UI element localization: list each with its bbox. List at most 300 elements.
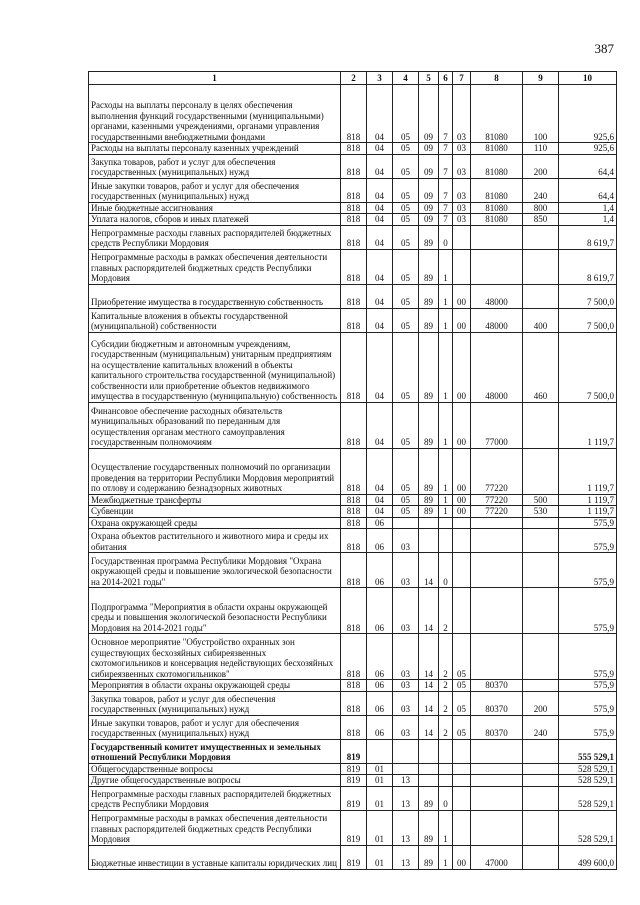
amount-cell: 1 119,7 <box>559 494 617 506</box>
table-row <box>89 402 617 448</box>
code-subprogram-cell: 7 <box>439 85 453 143</box>
code-event-cell: 03 <box>453 214 471 226</box>
amount-cell: 1 119,7 <box>559 506 617 518</box>
table-row <box>89 249 617 284</box>
code-admin-cell: 818 <box>341 225 367 249</box>
amount-cell: 575,9 <box>559 588 617 634</box>
table-row <box>89 517 617 529</box>
code-event-cell <box>453 529 471 553</box>
amount-cell: 575,9 <box>559 529 617 553</box>
table-row <box>89 845 617 869</box>
code-section-cell: 01 <box>367 763 393 775</box>
code-subsection-cell: 05 <box>393 178 419 202</box>
code-event-cell: 00 <box>453 506 471 518</box>
amount-cell: 575,9 <box>559 517 617 529</box>
amount-cell: 64,4 <box>559 154 617 178</box>
code-subprogram-cell: 7 <box>439 143 453 155</box>
code-direction-cell <box>471 225 523 249</box>
code-admin-cell: 818 <box>341 506 367 518</box>
code-expense-type-cell <box>523 775 559 787</box>
code-expense-type-cell <box>523 249 559 284</box>
code-direction-cell: 80370 <box>471 715 523 739</box>
code-event-cell <box>453 786 471 810</box>
code-admin-cell: 818 <box>341 249 367 284</box>
amount-cell: 7 500,0 <box>559 284 617 308</box>
code-program-cell: 89 <box>419 845 439 869</box>
code-expense-type-cell <box>523 529 559 553</box>
header-row <box>89 72 617 85</box>
code-event-cell: 00 <box>453 308 471 332</box>
code-program-cell: 09 <box>419 143 439 155</box>
code-section-cell: 04 <box>367 143 393 155</box>
amount-cell: 1,4 <box>559 202 617 214</box>
code-section-cell: 04 <box>367 214 393 226</box>
code-admin-cell: 818 <box>341 680 367 692</box>
code-subprogram-cell: 0 <box>439 786 453 810</box>
code-program-cell: 89 <box>419 448 439 494</box>
code-direction-cell <box>471 249 523 284</box>
code-expense-type-cell: 200 <box>523 154 559 178</box>
code-expense-type-cell <box>523 284 559 308</box>
code-admin-cell: 819 <box>341 810 367 845</box>
amount-cell: 925,6 <box>559 85 617 143</box>
code-subsection-cell: 13 <box>393 845 419 869</box>
code-section-cell: 06 <box>367 680 393 692</box>
code-section-cell: 04 <box>367 402 393 448</box>
code-admin-cell: 818 <box>341 143 367 155</box>
code-subsection-cell: 05 <box>393 284 419 308</box>
code-direction-cell <box>471 786 523 810</box>
table-row <box>89 506 617 518</box>
code-expense-type-cell: 100 <box>523 85 559 143</box>
code-section-cell: 06 <box>367 634 393 680</box>
row-name-cell: Государственная программа Республики Мордовия "Охрана окружающей среды и повышение экологической безопасности на 2014-2021 годы" <box>89 553 341 588</box>
code-event-cell: 00 <box>453 402 471 448</box>
code-program-cell: 89 <box>419 402 439 448</box>
table-row <box>89 85 617 143</box>
amount-cell: 8 619,7 <box>559 225 617 249</box>
code-section-cell: 01 <box>367 810 393 845</box>
code-subsection-cell: 05 <box>393 214 419 226</box>
code-section-cell: 01 <box>367 786 393 810</box>
code-admin-cell: 818 <box>341 284 367 308</box>
code-subsection-cell: 05 <box>393 308 419 332</box>
code-direction-cell: 81080 <box>471 154 523 178</box>
code-direction-cell <box>471 634 523 680</box>
code-expense-type-cell: 400 <box>523 308 559 332</box>
code-event-cell: 00 <box>453 284 471 308</box>
code-subsection-cell: 05 <box>393 448 419 494</box>
code-admin-cell: 818 <box>341 494 367 506</box>
code-event-cell <box>453 810 471 845</box>
code-subprogram-cell <box>439 763 453 775</box>
code-event-cell <box>453 775 471 787</box>
amount-cell: 575,9 <box>559 553 617 588</box>
amount-cell: 64,4 <box>559 178 617 202</box>
amount-cell: 925,6 <box>559 143 617 155</box>
code-subprogram-cell: 2 <box>439 715 453 739</box>
code-direction-cell: 77220 <box>471 494 523 506</box>
code-section-cell: 06 <box>367 517 393 529</box>
code-direction-cell: 48000 <box>471 308 523 332</box>
row-name-cell: Иные закупки товаров, работ и услуг для обеспечения государственных (муниципальных) нужд <box>89 715 341 739</box>
code-admin-cell: 818 <box>341 553 367 588</box>
amount-cell: 8 619,7 <box>559 249 617 284</box>
amount-cell: 499 600,0 <box>559 845 617 869</box>
header-cell: 6 <box>439 72 453 85</box>
code-program-cell: 89 <box>419 308 439 332</box>
code-subsection-cell: 05 <box>393 506 419 518</box>
code-event-cell <box>453 553 471 588</box>
code-subsection-cell: 13 <box>393 786 419 810</box>
code-admin-cell: 818 <box>341 202 367 214</box>
code-expense-type-cell <box>523 680 559 692</box>
table-row <box>89 154 617 178</box>
amount-cell: 555 529,1 <box>559 739 617 763</box>
code-program-cell <box>419 739 439 763</box>
code-direction-cell: 80370 <box>471 680 523 692</box>
code-program-cell: 89 <box>419 249 439 284</box>
code-subprogram-cell: 1 <box>439 284 453 308</box>
header-cell: 3 <box>367 72 393 85</box>
code-subprogram-cell: 7 <box>439 202 453 214</box>
row-name-cell: Субсидии бюджетным и автономным учреждениям, государственным (муниципальным) унитарным предприятиям на осуществление капитальных вложений в объекты капитального строительства государственной (муниципальной) собственности или приобретение объектов недвижимого имущества в государственную (муниципальную) собственность <box>89 332 341 402</box>
table-row <box>89 529 617 553</box>
table-row <box>89 143 617 155</box>
code-subsection-cell: 03 <box>393 588 419 634</box>
code-subsection-cell: 03 <box>393 680 419 692</box>
amount-cell: 7 500,0 <box>559 332 617 402</box>
code-section-cell: 06 <box>367 529 393 553</box>
row-name-cell: Приобретение имущества в государственную собственность <box>89 284 341 308</box>
code-section-cell: 01 <box>367 775 393 787</box>
code-subsection-cell: 05 <box>393 225 419 249</box>
amount-cell: 528 529,1 <box>559 775 617 787</box>
row-name-cell: Расходы на выплаты персоналу в целях обеспечения выполнения функций государственными (муниципальными) органами, казенными учреждениями, органами управления государственными внебюджетными фондами <box>89 85 341 143</box>
code-admin-cell: 818 <box>341 588 367 634</box>
code-expense-type-cell: 530 <box>523 506 559 518</box>
code-subsection-cell: 05 <box>393 494 419 506</box>
code-subprogram-cell: 2 <box>439 680 453 692</box>
table-row <box>89 202 617 214</box>
code-program-cell <box>419 517 439 529</box>
code-direction-cell: 77220 <box>471 448 523 494</box>
row-name-cell: Подпрограмма "Мероприятия в области охраны окружающей среды и повышения экологической безопасности Республики Мордовия на 2014-2021 годы" <box>89 588 341 634</box>
row-name-cell: Непрограммные расходы в рамках обеспечения деятельности главных распорядителей бюджетных средств Республики Мордовия <box>89 810 341 845</box>
code-admin-cell: 818 <box>341 529 367 553</box>
header-cell: 8 <box>471 72 523 85</box>
code-subsection-cell: 13 <box>393 775 419 787</box>
code-program-cell: 89 <box>419 786 439 810</box>
code-expense-type-cell <box>523 448 559 494</box>
header-cell: 1 <box>89 72 341 85</box>
row-name-cell: Иные закупки товаров, работ и услуг для обеспечения государственных (муниципальных) нужд <box>89 178 341 202</box>
amount-cell: 7 500,0 <box>559 308 617 332</box>
code-expense-type-cell: 500 <box>523 494 559 506</box>
table-row <box>89 494 617 506</box>
row-name-cell: Общегосударственные вопросы <box>89 763 341 775</box>
code-admin-cell: 818 <box>341 517 367 529</box>
code-direction-cell: 81080 <box>471 85 523 143</box>
code-program-cell: 89 <box>419 332 439 402</box>
code-admin-cell: 819 <box>341 786 367 810</box>
code-direction-cell: 81080 <box>471 178 523 202</box>
code-event-cell: 03 <box>453 202 471 214</box>
code-subprogram-cell: 1 <box>439 308 453 332</box>
code-subsection-cell <box>393 517 419 529</box>
code-subprogram-cell: 1 <box>439 402 453 448</box>
row-name-cell: Субвенции <box>89 506 341 518</box>
code-expense-type-cell <box>523 402 559 448</box>
code-event-cell <box>453 763 471 775</box>
table-row <box>89 691 617 715</box>
code-subprogram-cell: 7 <box>439 154 453 178</box>
code-subprogram-cell: 1 <box>439 494 453 506</box>
code-admin-cell: 818 <box>341 715 367 739</box>
code-subsection-cell: 05 <box>393 402 419 448</box>
code-event-cell: 00 <box>453 332 471 402</box>
code-event-cell: 05 <box>453 634 471 680</box>
code-program-cell: 14 <box>419 553 439 588</box>
code-expense-type-cell <box>523 786 559 810</box>
code-admin-cell: 818 <box>341 402 367 448</box>
amount-cell: 575,9 <box>559 691 617 715</box>
amount-cell: 1 119,7 <box>559 402 617 448</box>
code-program-cell: 89 <box>419 225 439 249</box>
header-cell: 9 <box>523 72 559 85</box>
code-expense-type-cell <box>523 553 559 588</box>
table-row <box>89 178 617 202</box>
code-admin-cell: 818 <box>341 448 367 494</box>
code-direction-cell <box>471 810 523 845</box>
amount-cell: 575,9 <box>559 680 617 692</box>
table-row <box>89 775 617 787</box>
code-subsection-cell: 03 <box>393 691 419 715</box>
code-section-cell: 04 <box>367 494 393 506</box>
code-section-cell: 04 <box>367 154 393 178</box>
code-admin-cell: 819 <box>341 775 367 787</box>
code-subsection-cell: 03 <box>393 529 419 553</box>
code-admin-cell: 818 <box>341 154 367 178</box>
code-expense-type-cell <box>523 845 559 869</box>
code-event-cell: 03 <box>453 143 471 155</box>
code-event-cell: 05 <box>453 680 471 692</box>
code-event-cell: 00 <box>453 448 471 494</box>
code-event-cell: 00 <box>453 494 471 506</box>
code-section-cell: 04 <box>367 202 393 214</box>
code-subprogram-cell <box>439 739 453 763</box>
code-direction-cell: 48000 <box>471 332 523 402</box>
table-row <box>89 332 617 402</box>
code-direction-cell: 77220 <box>471 506 523 518</box>
code-subsection-cell: 05 <box>393 85 419 143</box>
code-admin-cell: 819 <box>341 739 367 763</box>
code-event-cell: 05 <box>453 715 471 739</box>
code-event-cell <box>453 225 471 249</box>
code-direction-cell <box>471 588 523 634</box>
row-name-cell: Закупка товаров, работ и услуг для обеспечения государственных (муниципальных) нужд <box>89 691 341 715</box>
page-number: 387 <box>594 41 614 56</box>
code-subsection-cell: 13 <box>393 810 419 845</box>
code-subprogram-cell: 1 <box>439 332 453 402</box>
code-direction-cell: 81080 <box>471 202 523 214</box>
code-admin-cell: 818 <box>341 308 367 332</box>
table-row <box>89 810 617 845</box>
row-name-cell: Иные бюджетные ассигнования <box>89 202 341 214</box>
code-section-cell: 04 <box>367 332 393 402</box>
header-cell: 4 <box>393 72 419 85</box>
table-row <box>89 588 617 634</box>
code-subprogram-cell: 1 <box>439 845 453 869</box>
code-section-cell: 04 <box>367 178 393 202</box>
code-program-cell: 89 <box>419 494 439 506</box>
header-cell: 2 <box>341 72 367 85</box>
code-direction-cell <box>471 739 523 763</box>
code-subsection-cell <box>393 739 419 763</box>
code-admin-cell: 819 <box>341 845 367 869</box>
code-subprogram-cell: 7 <box>439 178 453 202</box>
row-name-cell: Непрограммные расходы главных распорядителей бюджетных средств Республики Мордовия <box>89 786 341 810</box>
code-section-cell: 01 <box>367 845 393 869</box>
code-program-cell: 14 <box>419 588 439 634</box>
row-name-cell: Непрограммные расходы в рамках обеспечения деятельности главных распорядителей бюджетных средств Республики Мордовия <box>89 249 341 284</box>
code-subprogram-cell: 2 <box>439 634 453 680</box>
code-direction-cell <box>471 763 523 775</box>
code-admin-cell: 819 <box>341 763 367 775</box>
code-subprogram-cell: 2 <box>439 588 453 634</box>
code-section-cell: 04 <box>367 249 393 284</box>
code-program-cell: 14 <box>419 634 439 680</box>
amount-cell: 1,4 <box>559 214 617 226</box>
code-admin-cell: 818 <box>341 178 367 202</box>
code-admin-cell: 818 <box>341 691 367 715</box>
code-expense-type-cell: 200 <box>523 691 559 715</box>
code-subprogram-cell: 0 <box>439 553 453 588</box>
code-expense-type-cell <box>523 588 559 634</box>
row-name-cell: Основное мероприятие "Обустройство охранных зон существующих бесхозяйных сибиреязвенных скотомогильников и консервация недействующих бесхозяйных сибиреязвенных скотомогильников" <box>89 634 341 680</box>
code-direction-cell: 80370 <box>471 691 523 715</box>
code-direction-cell <box>471 775 523 787</box>
amount-cell: 528 529,1 <box>559 763 617 775</box>
table-row <box>89 553 617 588</box>
table-row <box>89 763 617 775</box>
row-name-cell: Расходы на выплаты персоналу казенных учреждений <box>89 143 341 155</box>
table-row <box>89 715 617 739</box>
code-program-cell: 89 <box>419 506 439 518</box>
code-subsection-cell: 05 <box>393 154 419 178</box>
code-direction-cell: 47000 <box>471 845 523 869</box>
code-subsection-cell: 03 <box>393 634 419 680</box>
code-subprogram-cell <box>439 775 453 787</box>
code-subprogram-cell: 1 <box>439 810 453 845</box>
code-direction-cell: 77000 <box>471 402 523 448</box>
table-row <box>89 214 617 226</box>
code-event-cell <box>453 517 471 529</box>
code-program-cell: 09 <box>419 202 439 214</box>
code-program-cell: 89 <box>419 810 439 845</box>
row-name-cell: Межбюджетные трансферты <box>89 494 341 506</box>
table-row <box>89 225 617 249</box>
amount-cell: 528 529,1 <box>559 810 617 845</box>
code-section-cell: 04 <box>367 448 393 494</box>
table-row <box>89 308 617 332</box>
code-direction-cell: 81080 <box>471 143 523 155</box>
code-expense-type-cell: 240 <box>523 178 559 202</box>
code-subprogram-cell: 7 <box>439 214 453 226</box>
code-subprogram-cell <box>439 529 453 553</box>
code-subsection-cell: 05 <box>393 143 419 155</box>
code-program-cell: 14 <box>419 691 439 715</box>
code-direction-cell <box>471 553 523 588</box>
row-name-cell: Бюджетные инвестиции в уставные капиталы юридических лиц <box>89 845 341 869</box>
row-name-cell: Финансовое обеспечение расходных обязательств муниципальных образований по переданным для осуществления органам местного самоуправления государственным полномочиям <box>89 402 341 448</box>
code-expense-type-cell <box>523 517 559 529</box>
code-subsection-cell: 05 <box>393 332 419 402</box>
row-name-cell: Непрограммные расходы главных распорядителей бюджетных средств Республики Мордовия <box>89 225 341 249</box>
row-name-cell: Другие общегосударственные вопросы <box>89 775 341 787</box>
code-event-cell: 03 <box>453 178 471 202</box>
table-row <box>89 634 617 680</box>
code-event-cell: 05 <box>453 691 471 715</box>
code-subprogram-cell: 1 <box>439 506 453 518</box>
code-subsection-cell: 03 <box>393 715 419 739</box>
code-event-cell <box>453 739 471 763</box>
table-row <box>89 739 617 763</box>
code-section-cell <box>367 739 393 763</box>
code-admin-cell: 818 <box>341 214 367 226</box>
code-program-cell <box>419 763 439 775</box>
code-section-cell: 04 <box>367 506 393 518</box>
code-section-cell: 04 <box>367 284 393 308</box>
code-subsection-cell <box>393 763 419 775</box>
row-name-cell: Капитальные вложения в объекты государственной (муниципальной) собственности <box>89 308 341 332</box>
code-program-cell: 09 <box>419 214 439 226</box>
code-expense-type-cell: 460 <box>523 332 559 402</box>
code-section-cell: 06 <box>367 715 393 739</box>
code-section-cell: 06 <box>367 553 393 588</box>
header-cell: 5 <box>419 72 439 85</box>
code-expense-type-cell <box>523 763 559 775</box>
code-expense-type-cell: 240 <box>523 715 559 739</box>
code-admin-cell: 818 <box>341 85 367 143</box>
row-name-cell: Охрана объектов растительного и животного мира и среды их обитания <box>89 529 341 553</box>
code-program-cell: 09 <box>419 85 439 143</box>
code-section-cell: 06 <box>367 691 393 715</box>
code-event-cell: 00 <box>453 845 471 869</box>
code-section-cell: 04 <box>367 85 393 143</box>
code-expense-type-cell <box>523 634 559 680</box>
code-subprogram-cell: 2 <box>439 691 453 715</box>
code-expense-type-cell <box>523 225 559 249</box>
code-direction-cell <box>471 517 523 529</box>
row-name-cell: Государственный комитет имущественных и земельных отношений Республики Мордовия <box>89 739 341 763</box>
table-row <box>89 448 617 494</box>
code-event-cell: 03 <box>453 154 471 178</box>
code-program-cell: 89 <box>419 284 439 308</box>
amount-cell: 528 529,1 <box>559 786 617 810</box>
code-program-cell <box>419 529 439 553</box>
code-expense-type-cell <box>523 810 559 845</box>
header-cell: 10 <box>559 72 617 85</box>
code-expense-type-cell <box>523 739 559 763</box>
amount-cell: 575,9 <box>559 634 617 680</box>
row-name-cell: Мероприятия в области охраны окружающей среды <box>89 680 341 692</box>
code-program-cell: 14 <box>419 715 439 739</box>
row-name-cell: Уплата налогов, сборов и иных платежей <box>89 214 341 226</box>
code-subprogram-cell <box>439 517 453 529</box>
code-admin-cell: 818 <box>341 332 367 402</box>
code-direction-cell: 48000 <box>471 284 523 308</box>
